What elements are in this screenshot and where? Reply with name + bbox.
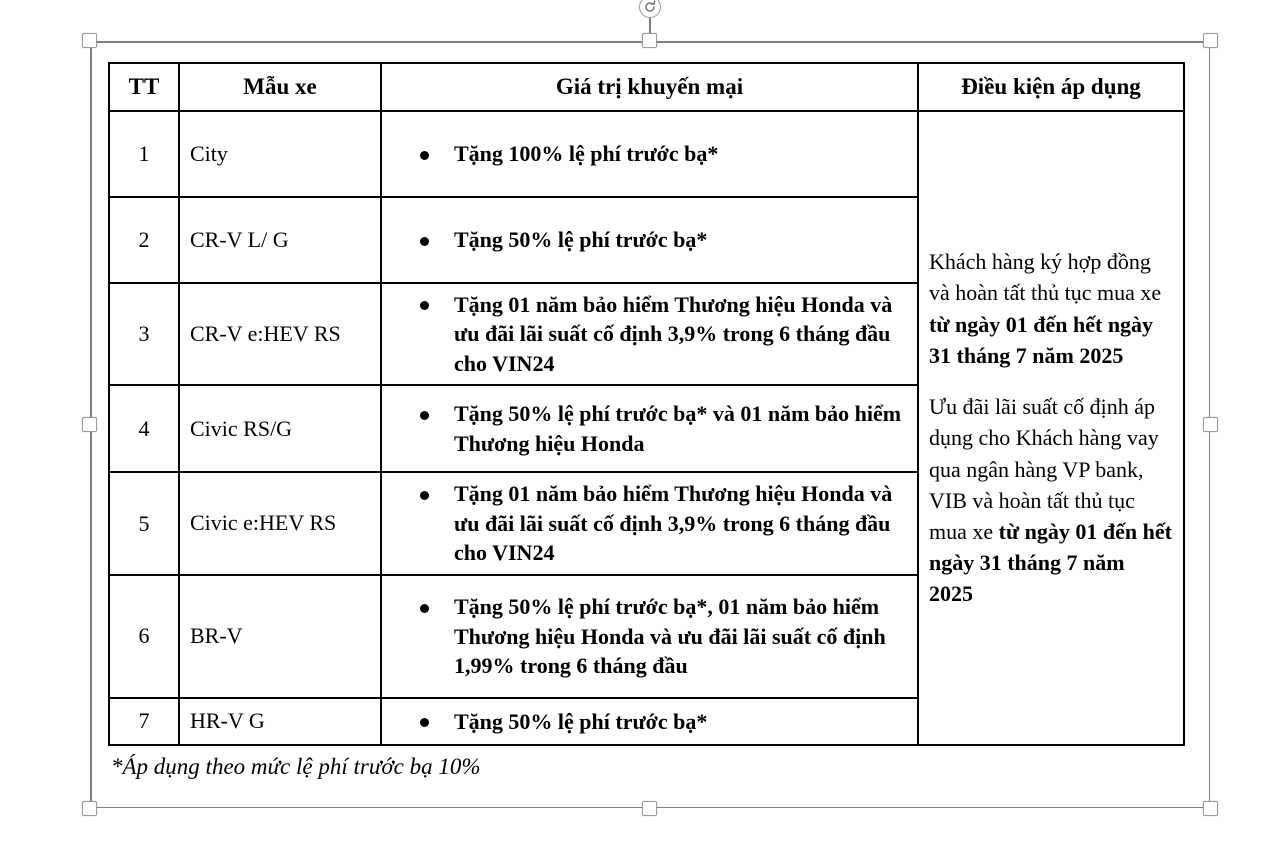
cell-tt: 1 bbox=[109, 111, 179, 197]
promotion-text: Tặng 50% lệ phí trước bạ* và 01 năm bảo hiểm Thương hiệu Honda bbox=[454, 401, 902, 456]
cell-promotions bbox=[381, 197, 918, 283]
cell-promotions bbox=[381, 698, 918, 745]
column-header-model: Mẫu xe bbox=[179, 63, 381, 111]
cell-tt: 6 bbox=[109, 575, 179, 698]
column-header-value: Giá trị khuyến mại bbox=[381, 63, 918, 111]
cell-conditions bbox=[918, 111, 1184, 745]
promotion-text: Tặng 50% lệ phí trước bạ*, 01 năm bảo hiểm Thương hiệu Honda và ưu đãi lãi suất cố định 1,99% trong 6 tháng đầu bbox=[454, 594, 886, 679]
promotion-item bbox=[392, 399, 907, 458]
column-header-conditions: Điều kiện áp dụng bbox=[918, 63, 1184, 111]
promotion-list bbox=[392, 592, 907, 680]
selection-border-left bbox=[90, 41, 92, 808]
cell-tt: 5 bbox=[109, 472, 179, 574]
column-header-tt: TT bbox=[109, 63, 179, 111]
rotate-handle-stem bbox=[649, 15, 651, 41]
cell-promotions bbox=[381, 472, 918, 574]
cell-model: HR-V G bbox=[179, 698, 381, 745]
cell-model: Civic e:HEV RS bbox=[179, 472, 381, 574]
resize-handle-bottom-right[interactable] bbox=[1203, 801, 1218, 816]
resize-handle-top-right[interactable] bbox=[1203, 33, 1218, 48]
cell-tt: 2 bbox=[109, 197, 179, 283]
condition-2-bold: từ ngày 01 đến hết ngày 31 tháng 7 năm 2025 bbox=[929, 518, 1172, 607]
promotion-text: Tặng 01 năm bảo hiểm Thương hiệu Honda và ưu đãi lãi suất cố định 3,9% trong 6 tháng đầu cho VIN24 bbox=[454, 292, 893, 376]
condition-2-plain: Ưu đãi lãi suất cố định áp dụng cho Khách hàng vay qua ngân hàng VP bank, VIB và hoàn tất thủ tục mua xe bbox=[929, 394, 1159, 544]
promotion-list bbox=[392, 707, 907, 736]
resize-handle-middle-left[interactable] bbox=[82, 417, 97, 432]
cell-promotions bbox=[381, 385, 918, 472]
selection-border-top bbox=[90, 41, 1210, 43]
cell-model: CR-V L/ G bbox=[179, 197, 381, 283]
promotion-list bbox=[392, 225, 907, 254]
cell-model: City bbox=[179, 111, 381, 197]
condition-paragraph-2 bbox=[929, 391, 1173, 610]
bullet-icon bbox=[420, 491, 429, 500]
condition-1-plain: Khách hàng ký hợp đồng và hoàn tất thủ tục mua xe bbox=[929, 249, 1162, 306]
bullet-icon bbox=[420, 237, 429, 246]
condition-paragraph-1 bbox=[929, 246, 1173, 371]
condition-1-bold: từ ngày 01 đến hết ngày 31 tháng 7 năm 2025 bbox=[929, 311, 1154, 368]
resize-handle-top-left[interactable] bbox=[82, 33, 97, 48]
resize-handle-bottom-center[interactable] bbox=[642, 801, 657, 816]
cell-promotions bbox=[381, 111, 918, 197]
cell-model: CR-V e:HEV RS bbox=[179, 283, 381, 385]
promotion-list bbox=[392, 479, 907, 567]
bullet-icon bbox=[420, 151, 429, 160]
promotion-table[interactable] bbox=[108, 62, 1185, 746]
bullet-icon bbox=[420, 411, 429, 420]
promotion-list bbox=[392, 399, 907, 458]
table-row bbox=[109, 111, 1184, 197]
promotion-text: Tặng 01 năm bảo hiểm Thương hiệu Honda và ưu đãi lãi suất cố định 3,9% trong 6 tháng đầu cho VIN24 bbox=[454, 481, 893, 566]
promotion-item bbox=[392, 139, 907, 168]
promotion-item bbox=[392, 225, 907, 254]
cell-promotions bbox=[381, 575, 918, 698]
table-header-row bbox=[109, 63, 1184, 111]
promotion-item bbox=[392, 707, 907, 736]
cell-promotions bbox=[381, 283, 918, 385]
promotion-list bbox=[392, 290, 907, 378]
cell-tt: 3 bbox=[109, 283, 179, 385]
promotion-item bbox=[392, 290, 907, 378]
footnote-text: *Áp dụng theo mức lệ phí trước bạ 10% bbox=[111, 754, 481, 779]
promotion-text: Tặng 100% lệ phí trước bạ* bbox=[454, 141, 719, 167]
rotate-icon[interactable] bbox=[639, 0, 661, 18]
promotion-item bbox=[392, 479, 907, 567]
cell-tt: 4 bbox=[109, 385, 179, 472]
resize-handle-middle-right[interactable] bbox=[1203, 417, 1218, 432]
cell-tt: 7 bbox=[109, 698, 179, 745]
promotion-text: Tặng 50% lệ phí trước bạ* bbox=[454, 708, 708, 734]
promotion-table-container bbox=[108, 62, 1183, 746]
bullet-icon bbox=[420, 718, 429, 727]
resize-handle-bottom-left[interactable] bbox=[82, 801, 97, 816]
bullet-icon bbox=[420, 604, 429, 613]
cell-model: Civic RS/G bbox=[179, 385, 381, 472]
promotion-list bbox=[392, 139, 907, 168]
promotion-text: Tặng 50% lệ phí trước bạ* bbox=[454, 227, 708, 253]
bullet-icon bbox=[420, 301, 429, 310]
resize-handle-top-center[interactable] bbox=[642, 33, 657, 48]
selection-border-bottom bbox=[90, 807, 1210, 809]
cell-model: BR-V bbox=[179, 575, 381, 698]
promotion-item bbox=[392, 592, 907, 680]
selection-border-right bbox=[1209, 41, 1211, 808]
